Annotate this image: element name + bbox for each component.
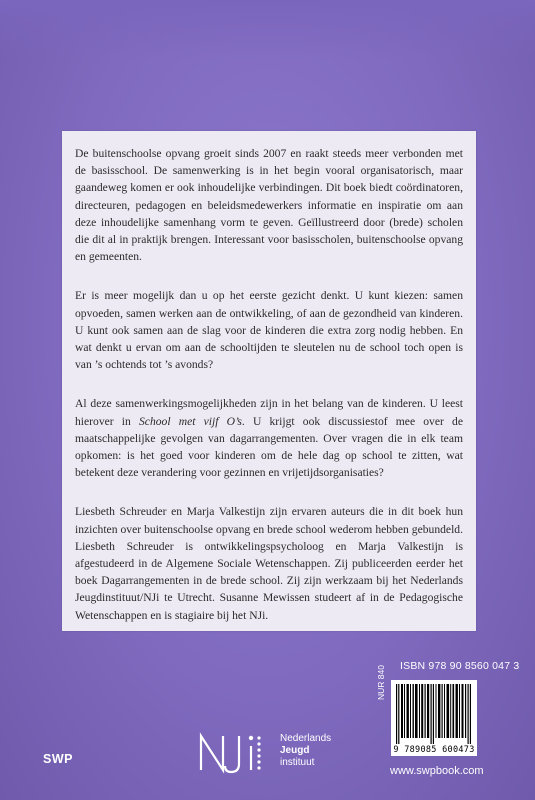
nji-name-line1: Nederlands xyxy=(280,733,332,744)
author-bio-paragraph: Liesbeth Schreuder en Marja Valkestijn zijn ervaren auteurs die in dit boek hun inzichten over buitenschoolse opvang en brede school wederom hebben gebundeld. Liesbeth Schreuder is ontwikkelingspsycholoog en Marja Valkestijn is afgestudeerd in de Algemene Sociale Wetenschappen. Zij publiceerden eerder het boek Dagarrangementen in de brede school. Zij zijn werkzaam bij het Nederlands Jeugdinstituut/NJi te Utrecht. Susanne Mewissen studeert af in de Pedagogische Wetenschappen en is stagiaire bij het NJi. xyxy=(75,505,463,622)
blurb-paragraph-3 xyxy=(75,395,463,481)
blurb-paragraph-2: Er is meer mogelijk dan u op het eerste gezicht denkt. U kunt kiezen: samen opvoeden, samen werken aan de ontwikkeling, of aan de gezondheid van kinderen. U kunt ook samen aan de slag voor de kinderen die extra zorg nodig hebben. En wat denkt u ervan om aan de schooltijden te sleutelen nu de school toch open is van ’s ochtends tot ’s avonds? xyxy=(75,289,463,372)
book-title-italic: School met vijf O’s xyxy=(139,414,242,428)
nji-name xyxy=(280,733,331,769)
barcode-digits: 9 789085 600473 xyxy=(393,745,475,755)
barcode xyxy=(391,680,477,756)
blurb-panel xyxy=(62,131,476,631)
cover-top-strip xyxy=(0,0,535,60)
blurb-paragraph-1: De buitenschoolse opvang groeit sinds 2007 en raakt steeds meer verbonden met de basisschool. De samenwerking is in het begin vooral organisatorisch, maar gaandeweg komen er ook inhoudelijke verbindingen. Dit boek biedt coördinatoren, directeuren, pedagogen en beleidsmedewerkers informatie en inspiratie om aan deze inhoudelijke samenhang vorm te geven. Geïllustreerd door (brede) scholen die dit al in praktijk brengen. Interessant voor basisscholen, buitenschoolse opvang en gemeenten. xyxy=(75,147,463,264)
nji-name-line2: Jeugd xyxy=(280,745,310,756)
nur-code: NUR 840 xyxy=(376,665,386,700)
swp-logo: SWP xyxy=(43,752,73,766)
website-url: www.swpbook.com xyxy=(390,765,484,777)
nji-name-line3: instituut xyxy=(280,757,315,768)
nji-logo-icon xyxy=(197,728,277,778)
blurb-paragraph-3-rest: . U krijgt ook discussiestof mee over de maatschappelijke gevolgen van dagarrangementen. Over vragen die in elk team opkomen: is het goed voor kinderen om de hele dag op school te zitten, wat betekent deze verandering voor gezinnen en vrijetijdsorganisaties? xyxy=(75,414,463,480)
isbn-label: ISBN 978 90 8560 047 3 xyxy=(400,660,520,672)
blurb-paragraph-3-lead: Al deze samenwerkingsmogelijkheden zijn in het belang van de kinderen. U leest hierover in xyxy=(75,397,463,428)
barcode-bars xyxy=(391,680,477,746)
